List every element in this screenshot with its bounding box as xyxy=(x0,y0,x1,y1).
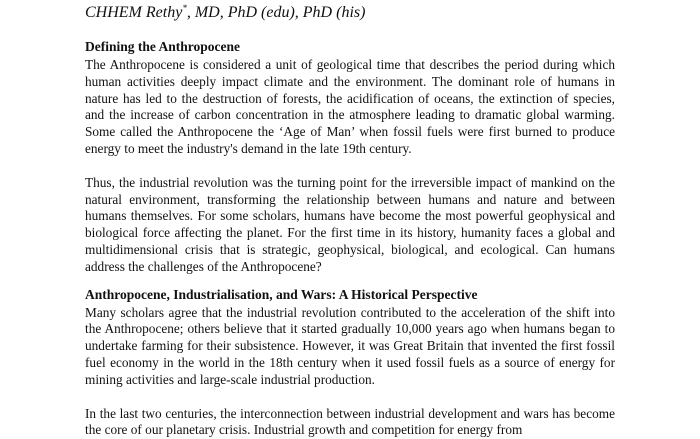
author-name: CHHEM Rethy xyxy=(85,4,183,21)
paragraph: The Anthropocene is considered a unit of geological time that describes the period during which human activities deeply impact climate and the environment. The dominant role of humans in nature has led to the destruction of forests, the acidification of oceans, the extinction of species, and the increase of carbon concentration in the atmosphere leading to dramatic global warming. Some called the Anthropocene the ‘Age of Man’ when fossil fuels were first burned to produce energy to meet the industry's demand in the late 19th century. xyxy=(85,57,615,156)
paragraph: Many scholars agree that the industrial revolution contributed to the acceleration of the shift into the Anthropocene; others believe that it started gradually 10,000 years ago when humans began to undertake farming for their subsistence. However, it was Great Britain that invented the first fossil fuel economy in the world in the 18th century when it used fossil fuels as a source of energy for mining activities and large-scale industrial production. xyxy=(85,304,615,387)
section-heading-historical-perspective: Anthropocene, Industrialisation, and Wars: A Historical Perspective xyxy=(85,286,478,302)
paragraph: In the last two centuries, the interconnection between industrial development and wars has become the core of our planetary crisis. Industrial growth and competition for energy from xyxy=(85,405,615,438)
section-heading-defining-anthropocene: Defining the Anthropocene xyxy=(85,39,241,54)
author-footnote-mark: * xyxy=(182,3,187,13)
document-page xyxy=(85,0,615,439)
paragraph: Thus, the industrial revolution was the turning point for the irreversible impact of mankind on the natural environment, transforming the relationship between humans and nature and between humans themselves. For some scholars, humans have become the most powerful geophysical and biological force affecting the planet. For the first time in its history, humanity faces a global and multidimensional crisis that is strategic, geophysical, biological, and ecological. Can humans address the challenges of the Anthropocene? xyxy=(85,174,615,274)
author-credentials: , MD, PhD (edu), PhD (his) xyxy=(186,4,366,21)
author-line xyxy=(85,3,615,23)
